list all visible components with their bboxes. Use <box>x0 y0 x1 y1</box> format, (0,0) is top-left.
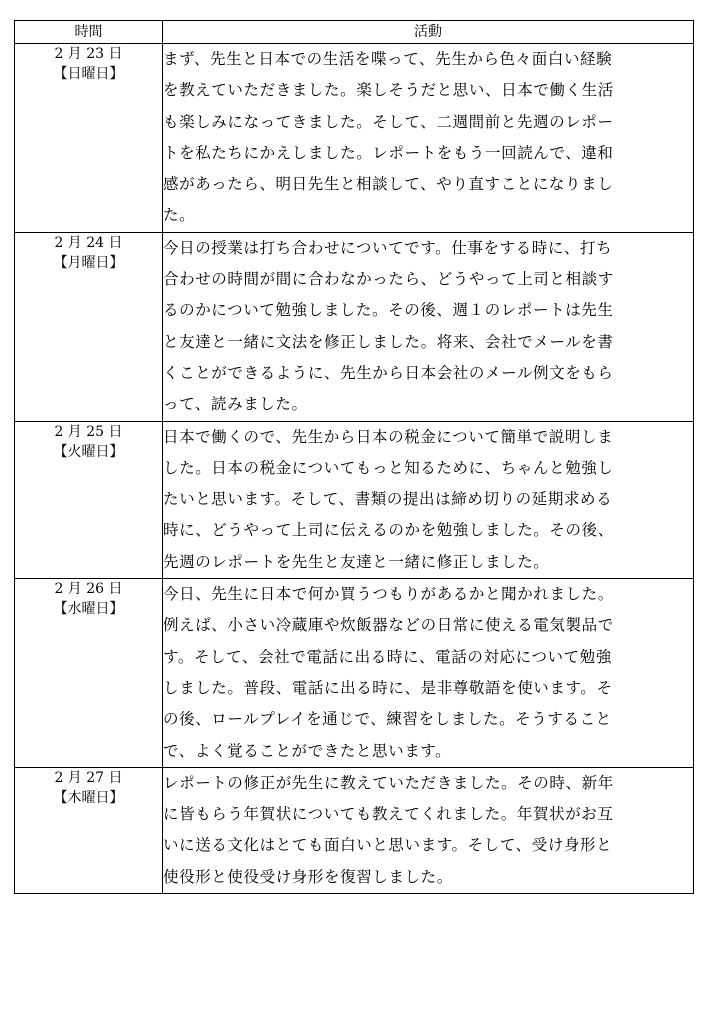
activity-line: 日本で働くので、先生から日本の税金について簡単で説明しま <box>163 427 614 446</box>
activity-report-table <box>14 20 694 894</box>
table-row <box>15 579 694 768</box>
activity-line: トを私たちにかえしました。レポートをもう一回読んで、違和 <box>163 143 614 162</box>
date-text: 2 月 27 日 <box>54 769 123 786</box>
table-row <box>15 767 694 893</box>
activity-line: も楽しみになってきました。そして、二週間前と先週のレポー <box>163 112 614 131</box>
activity-cell <box>163 232 694 421</box>
activity-line: と友達と一緒に文法を修正しました。将来、会社でメールを書 <box>163 332 614 351</box>
activity-line: 今日、先生に日本で何か買うつもりがあるかと聞かれました。 <box>163 585 614 604</box>
activity-line: の後、ロールプレイを通じで、練習をしました。そうすること <box>163 710 612 729</box>
table-row <box>15 232 694 421</box>
activity-line: に皆もらう年賀状についても教えてくれました。年賀状がお互 <box>163 805 614 824</box>
activity-line: 時に、どうやって上司に伝えるのかを勉強しました。その後、 <box>163 521 614 540</box>
activity-line: で、よく覚ることができたと思います。 <box>163 741 452 760</box>
activity-line: いに送る文化はとても面白いと思います。そして、受け身形と <box>163 836 613 855</box>
table-row <box>15 44 694 233</box>
date-cell <box>15 232 163 421</box>
date-cell <box>15 579 163 768</box>
activity-line: 使役形と使役受け身形を復習しました。 <box>163 867 453 886</box>
time-column-header: 時間 <box>15 21 163 44</box>
date-cell <box>15 767 163 893</box>
activity-line: 感があったら、明日先生と相談して、やり直すことになりまし <box>163 175 614 194</box>
date-text: 2 月 24 日 <box>54 234 123 251</box>
activity-line: って、読みました。 <box>163 395 308 414</box>
activity-line: 先週のレポートを先生と友達と一緒に修正しました。 <box>163 552 550 571</box>
activity-line: まず、先生と日本での生活を喋って、先生から色々面白い経験 <box>163 50 613 68</box>
date-text: 2 月 25 日 <box>54 423 123 440</box>
weekday-text: 【木曜日】 <box>53 789 124 806</box>
activity-line: レポートの修正が先生に教えていただきました。その時、新年 <box>163 773 614 792</box>
activity-line: たいと思います。そして、書類の提出は締め切りの延期求める <box>163 490 613 509</box>
activity-line: 合わせの時間が間に合わなかったら、どうやって上司と相談す <box>163 270 614 289</box>
activity-line: くことができるように、先生から日本会社のメール例文をもら <box>163 363 614 382</box>
table-row <box>15 421 694 578</box>
activity-cell <box>163 44 694 233</box>
header-row <box>15 21 694 44</box>
activity-line: を教えていただきました。楽しそうだと思い、日本で働く生活 <box>163 81 614 100</box>
activity-line: た。 <box>163 206 196 225</box>
report-rows <box>15 44 694 894</box>
weekday-text: 【月曜日】 <box>53 254 124 271</box>
activity-line: 今日の授業は打ち合わせについてです。仕事をする時に、打ち <box>163 238 613 257</box>
date-cell <box>15 421 163 578</box>
date-cell <box>15 44 163 233</box>
activity-cell <box>163 579 694 768</box>
date-text: 2 月 23 日 <box>54 46 123 62</box>
activity-line: す。そして、会社で電話に出る時に、電話の対応について勉強 <box>163 647 612 666</box>
date-text: 2 月 26 日 <box>54 581 123 598</box>
activity-line: 例えば、小さい冷蔵庫や炊飯器などの日常に使える電気製品で <box>163 616 614 635</box>
activity-cell <box>163 421 694 578</box>
activity-line: した。日本の税金についてもっと知るために、ちゃんと勉強し <box>163 458 614 477</box>
activity-line: しました。普段、電話に出る時に、是非尊敬語を使います。そ <box>163 678 613 697</box>
weekday-text: 【火曜日】 <box>53 443 124 460</box>
activity-line: るのかについて勉強しました。その後、週１のレポートは先生 <box>163 301 614 320</box>
activity-cell <box>163 767 694 893</box>
activity-column-header: 活動 <box>163 21 694 44</box>
weekday-text: 【日曜日】 <box>53 66 124 82</box>
weekday-text: 【水曜日】 <box>53 601 124 618</box>
